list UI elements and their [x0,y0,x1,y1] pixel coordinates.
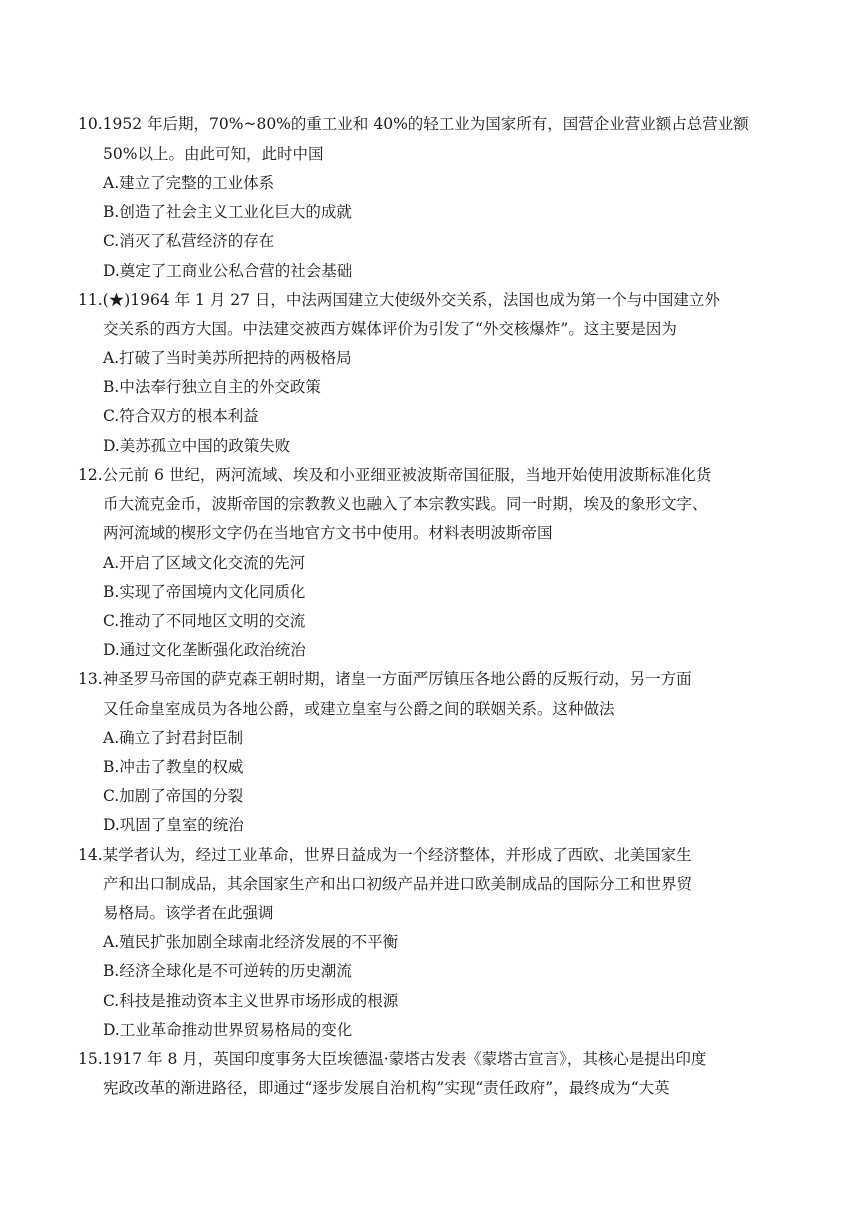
question-10-option-c: C.消灭了私营经济的存在 [103,232,275,250]
question-11-option-d: D.美苏孤立中国的政策失败 [103,437,291,455]
question-11-option-b: B.中法奉行独立自主的外交政策 [103,378,321,396]
question-14-option-d: D.工业革命推动世界贸易格局的变化 [103,1021,353,1039]
question-10-option-a: A.建立了完整的工业体系 [103,174,275,192]
question-13-option-c: C.加剧了帝国的分裂 [103,787,244,805]
question-10-option-b: B.创造了社会主义工业化巨大的成就 [103,203,352,221]
question-14-option-b: B.经济全球化是不可逆转的历史潮流 [103,962,352,980]
question-14-stem-line-2: 产和出口制成品，其余国家生产和出口初级产品并进口欧美制成品的国际分工和世界贸 [103,875,693,893]
question-14-stem-line-1: 14.某学者认为，经过工业革命，世界日益成为一个经济整体，并形成了西欧、北美国家生 [78,846,692,864]
question-12-stem-line-3: 两河流域的楔形文字仍在当地官方文书中使用。材料表明波斯帝国 [103,524,553,542]
question-10-option-d: D.奠定了工商业公私合营的社会基础 [103,262,353,280]
question-13-option-d: D.巩固了皇室的统治 [103,816,244,834]
question-14-option-a: A.殖民扩张加剧全球南北经济发展的不平衡 [103,933,399,951]
question-14-stem-line-3: 易格局。该学者在此强调 [103,904,274,922]
question-12-option-d: D.通过文化垄断强化政治统治 [103,641,306,659]
question-13-option-b: B.冲击了教皇的权威 [103,758,244,776]
question-15-stem-line-1: 15.1917 年 8 月，英国印度事务大臣埃德温·蒙塔古发表《蒙塔古宣言》，其核心是提出印度 [78,1050,707,1068]
question-11-stem-line-1: 11.(★)1964 年 1 月 27 日，中法两国建立大使级外交关系，法国也成为第一个与中国建立外 [78,291,720,309]
question-14-option-c: C.科技是推动资本主义世界市场形成的根源 [103,992,399,1010]
question-12-stem-line-2: 币大流克金币，波斯帝国的宗教教义也融入了本宗教实践。同一时期，埃及的象形文字、 [103,495,708,513]
question-12-stem-line-1: 12.公元前 6 世纪，两河流域、埃及和小亚细亚被波斯帝国征服，当地开始使用波斯标准化货 [78,466,712,484]
question-13-stem-line-2: 又任命皇室成员为各地公爵，或建立皇室与公爵之间的联姻关系。这种做法 [103,700,615,718]
question-12-option-c: C.推动了不同地区文明的交流 [103,612,306,630]
question-10-stem-line-2: 50%以上。由此可知，此时中国 [103,145,324,163]
question-15-stem-line-2: 宪政改革的渐进路径，即通过“逐步发展自治机构”实现“责任政府”，最终成为“大英 [103,1079,670,1097]
question-10-stem-line-1: 10.1952 年后期，70%~80%的重工业和 40%的轻工业为国家所有，国营企业营业额占总营业额 [78,115,749,133]
question-12-option-a: A.开启了区域文化交流的先河 [103,554,306,572]
question-11-option-c: C.符合双方的根本利益 [103,407,259,425]
question-13-option-a: A.确立了封君封臣制 [103,729,244,747]
question-11-stem-line-2: 交关系的西方大国。中法建交被西方媒体评价为引发了“外交核爆炸”。这主要是因为 [103,320,677,338]
question-13-stem-line-1: 13.神圣罗马帝国的萨克森王朝时期，诸皇一方面严厉镇压各地公爵的反叛行动，另一方面 [78,670,692,688]
question-11-option-a: A.打破了当时美苏所把持的两极格局 [103,349,352,367]
question-12-option-b: B.实现了帝国境内文化同质化 [103,583,306,601]
